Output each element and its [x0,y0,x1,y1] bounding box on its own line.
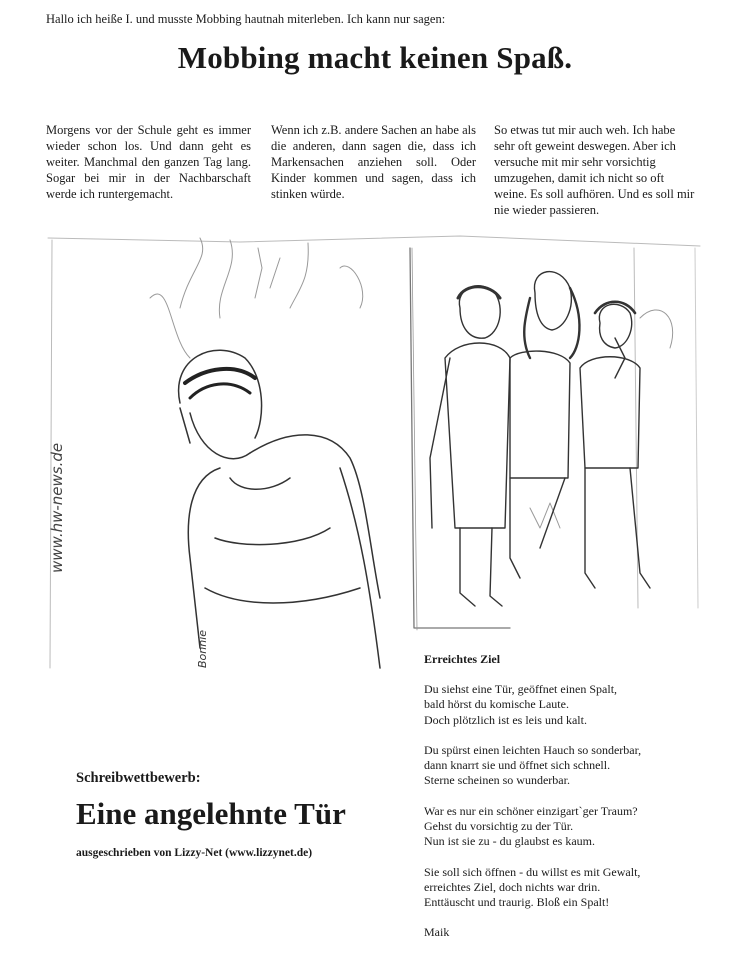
poem-line: Doch plötzlich ist es leis und kalt. [424,712,587,727]
poem-stanza [424,804,724,850]
poem-line: Nun ist sie zu - du glaubst es kaum. [424,834,595,849]
poem-line: Gehst du vorsichtig zu der Tür. [424,819,574,833]
intro-text: Hallo ich heiße I. und musste Mobbing hautnah miterleben. Ich kann nur sagen: [46,12,446,26]
poem-line: War es nur ein schöner einzigart`ger Traum? [424,803,638,818]
signature: Bonnie [196,629,209,668]
poem-line: Enttäuscht und traurig. Bloß ein Spalt! [424,895,610,909]
poem-line: bald hörst du komische Laute. [424,697,569,712]
poem-stanza [424,682,724,728]
article-column-1: Morgens vor der Schule geht es immer wieder schon los. Und dann geht es weiter. Manchmal den ganzen Tag lang. Sogar bei mir in der Nachbarschaft werde ich runtergemacht. [46,123,251,201]
contest-subtitle: ausgeschrieben von Lizzy-Net (www.lizzynet.de) [76,847,313,859]
pencil-sketch-girls-icon [40,228,705,688]
contest-title: Eine angelehnte Tür [76,796,346,831]
poem-line: dann knarrt sie und öffnet sich schnell. [424,758,611,773]
poem-line: Sterne scheinen so wunderbar. [424,773,570,788]
headline: Mobbing macht keinen Spaß. [177,40,573,75]
poem-title: Erreichtes Ziel [424,652,501,666]
poem-line: erreichtes Ziel, doch nichts war drin. [424,879,601,894]
poem-line: Du spürst einen leichten Hauch so sonderbar, [424,743,642,757]
poem [424,652,724,941]
contest-label: Schreibwettbewerb: [76,770,201,786]
article-column-3: So etwas tut mir auch weh. Ich habe sehr oft geweint deswegen. Aber ich versuche mit mir sehr vorsichtig umzugehen, damit ich nicht so oft weine. Es soll aufhören. Und es soll mir nie wieder passieren. [494,123,695,217]
poem-stanza [424,743,724,789]
poem-author: Maik [424,925,450,940]
article-column-2: Wenn ich z.B. andere Sachen an habe als die anderen, dann sagen die, dass ich Markensachen anziehen soll. Oder Kinder kommen und sagen, dass ich stinken würde. [271,123,476,201]
watermark: www.hw-news.de [48,442,66,573]
poem-line: Sie soll sich öffnen - du willst es mit Gewalt, [424,864,641,879]
poem-line: Du siehst eine Tür, geöffnet einen Spalt, [424,682,618,697]
poem-stanza [424,865,724,911]
